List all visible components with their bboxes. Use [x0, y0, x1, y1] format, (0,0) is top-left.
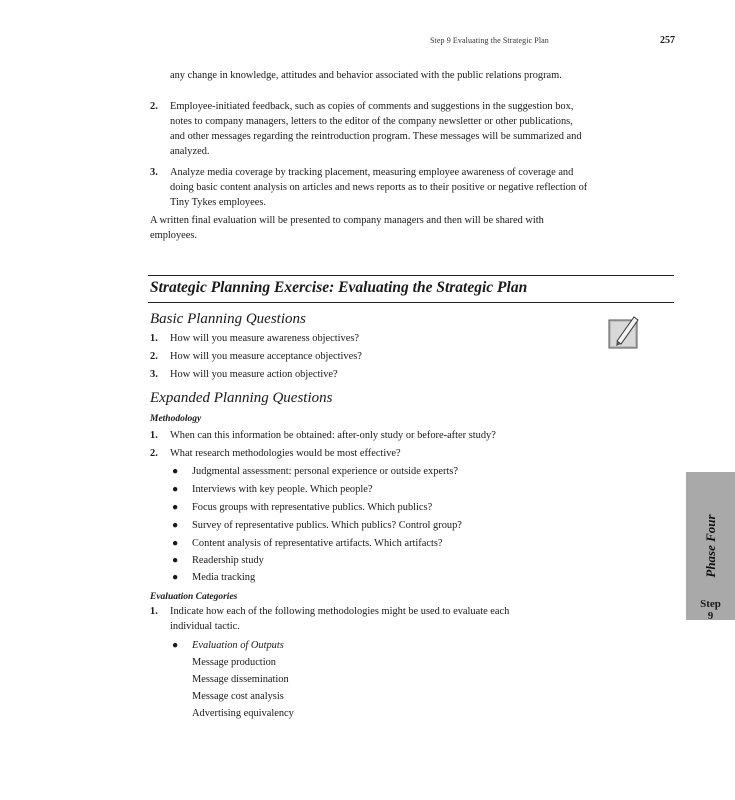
bullet-icon: ●: [172, 572, 179, 583]
running-head: Step 9 Evaluating the Strategic Plan: [430, 36, 549, 45]
item-text: Employee-initiated feedback, such as copies of comments and suggestions in the suggestion box, notes to company managers, letters to the editor of the company newsletter or other publications, and other messages regarding the reintroduction program. These messages will be summarized and analyzed.: [170, 101, 582, 157]
output-item: Message production: [192, 657, 276, 668]
outputs-bullet: ● Evaluation of Outputs: [172, 640, 284, 651]
page-number: 257: [660, 35, 675, 46]
output-item: Message cost analysis: [192, 691, 284, 702]
phase-label: Phase Four: [702, 514, 718, 578]
bullet-icon: ●: [172, 640, 179, 651]
methodology-bullet: ● Judgmental assessment: personal experience or outside experts?: [172, 466, 459, 477]
evaluation-item: [150, 606, 509, 617]
bullet-icon: ●: [172, 484, 179, 495]
bullet-icon: ●: [172, 466, 179, 477]
item-number: 2.: [150, 101, 158, 112]
methodology-bullet: ● Focus groups with representative publics. Which publics?: [172, 502, 433, 513]
evaluation-categories-heading: Evaluation Categories: [150, 592, 238, 602]
section-bottom-rule: [148, 302, 674, 303]
step-word: Step: [700, 598, 721, 610]
item-text: Analyze media coverage by tracking placement, measuring employee awareness of coverage and doing basic content analysis on articles and news reports as to their positive or negative reflection of Tiny Tykes employees.: [170, 167, 588, 208]
basic-question: [150, 351, 362, 362]
methodology-bullet: ● Survey of representative publics. Which publics? Control group?: [172, 520, 462, 531]
bullet-icon: ●: [172, 555, 179, 566]
methodology-question: [150, 430, 496, 441]
output-item: Advertising equivalency: [192, 708, 294, 719]
question-text: When can this information be obtained: after-only study or before-after study?: [170, 430, 496, 441]
step-label: [686, 598, 735, 622]
bullet-icon: ●: [172, 538, 179, 549]
methodology-bullet: ● Readership study: [172, 555, 264, 566]
section-title: Strategic Planning Exercise: Evaluating the Strategic Plan: [150, 279, 528, 296]
methodology-bullet: ● Content analysis of representative artifacts. Which artifacts?: [172, 538, 443, 549]
methodology-heading: Methodology: [150, 414, 202, 424]
item-number: 3.: [150, 167, 158, 178]
continuation-paragraph: any change in knowledge, attitudes and behavior associated with the public relations program.: [170, 70, 562, 81]
numbered-item: [150, 99, 590, 159]
evaluation-item-continuation: [150, 621, 240, 632]
methodology-bullet: ● Media tracking: [172, 572, 256, 583]
item-text-line: individual tactic.: [170, 621, 240, 632]
question-number: 2.: [150, 448, 158, 459]
pencil-note-icon: [608, 314, 640, 350]
item-text-line: Indicate how each of the following methodologies might be used to evaluate each: [170, 606, 510, 617]
methodology-question: [150, 448, 401, 459]
question-text: What research methodologies would be most effective?: [170, 448, 401, 459]
question-number: 2.: [150, 351, 158, 362]
expanded-questions-heading: Expanded Planning Questions: [150, 390, 333, 406]
question-number: 1.: [150, 430, 158, 441]
step-number: 9: [707, 610, 714, 622]
output-item: Message dissemination: [192, 674, 289, 685]
question-text: How will you measure acceptance objectives?: [170, 351, 362, 362]
numbered-item: [150, 165, 590, 210]
section-top-rule: [148, 275, 674, 276]
basic-questions-heading: Basic Planning Questions: [150, 311, 306, 327]
basic-question: [150, 333, 359, 344]
basic-question: [150, 369, 338, 380]
item-number: 1.: [150, 606, 158, 617]
question-number: 3.: [150, 369, 158, 380]
question-text: How will you measure awareness objectives?: [170, 333, 359, 344]
closing-paragraph: A written final evaluation will be presented to company managers and then will be shared with employees.: [150, 215, 544, 241]
question-text: How will you measure action objective?: [170, 369, 338, 380]
bullet-icon: ●: [172, 520, 179, 531]
methodology-bullet: ● Interviews with key people. Which people?: [172, 484, 373, 495]
bullet-icon: ●: [172, 502, 179, 513]
question-number: 1.: [150, 333, 158, 344]
